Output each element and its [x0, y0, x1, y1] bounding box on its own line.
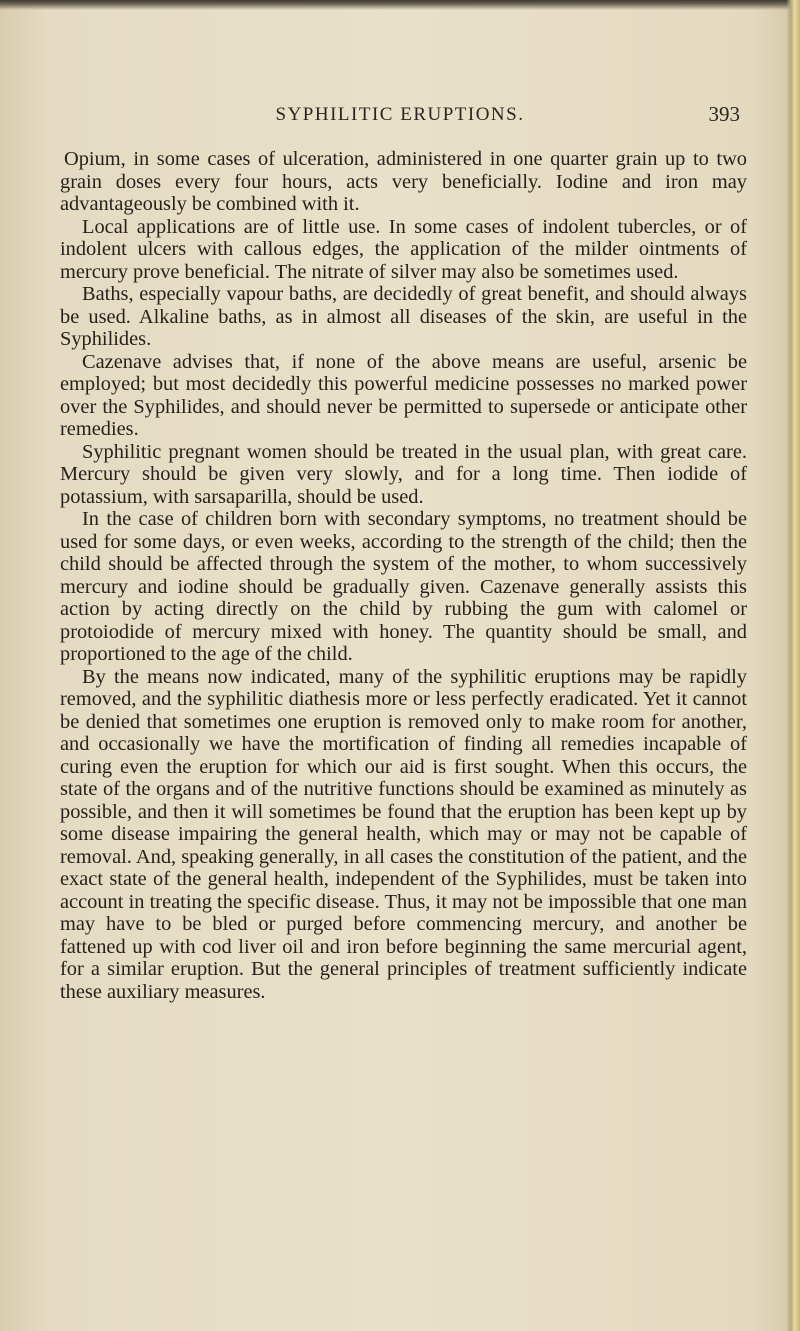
paragraph-means-indicated: By the means now indicated, many of the syphilitic eruptions may be rapidly removed, and the syphilitic diathesis more or less perfectly eradicated. Yet it cannot be denied that sometimes one eruption is removed only to make room for another, and occasionally we have the mortification of finding all remedies incapable of curing even the eruption for which our aid is first sought. When this occurs, the state of the organs and of the nutritive functions should be examined as minutely as possible, and then it will sometimes be found that the eruption has been kept up by some disease impairing the general health, which may or may not be capable of removal. And, speaking generally, in all cases the constitution of the patient, and the exact state of the general health, independent of the Syphilides, must be taken into account in treating the specific disease. Thus, it may not be impossible that one man may have to be bled or purged before commencing mercury, and another be fattened up with cod liver oil and iron before beginning the same mercurial agent, for a similar eruption. But the general principles of treatment sufficiently indicate these auxiliary measures. — [60, 665, 747, 1003]
running-head: SYPHILITIC ERUPTIONS. — [275, 104, 525, 125]
paragraph-children: In the case of children born with secondary symptoms, no treatment should be used for some days, or even weeks, according to the strength of the child; then the child should be affected through the system of the mother, to whom successively mercury and iodine should be gradually given. Cazenave generally assists this action by acting directly on the child by rubbing the gum with calomel or protoiodide of mercury mixed with honey. The quantity should be small, and proportioned to the age of the child. — [60, 508, 747, 665]
paragraph-pregnant-women: Syphilitic pregnant women should be treated in the usual plan, with great care. Mercury should be given very slowly, and for a long time. Then iodide of potassium, with sarsaparilla, should be used. — [60, 440, 747, 508]
page-header — [60, 104, 740, 132]
paragraph-cazenave-arsenic: Cazenave advises that, if none of the above means are useful, arsenic be employed; but most decidedly this powerful medicine possesses no marked power over the Syphilides, and should never be permitted to supersede or anticipate other remedies. — [60, 350, 747, 440]
page-top-shadow — [0, 0, 800, 10]
page-right-edge — [786, 0, 800, 1331]
page-number: 393 — [708, 102, 740, 126]
paragraph-opium: Opium, in some cases of ulceration, administered in one quarter grain up to two grain doses every four hours, acts very beneficially. Iodine and iron may advantageously be combined with it. — [60, 148, 747, 215]
body-text — [60, 148, 747, 1003]
paragraph-baths: Baths, especially vapour baths, are decidedly of great benefit, and should always be used. Alkaline baths, as in almost all diseases of the skin, are useful in the Syphilides. — [60, 283, 747, 350]
paragraph-local-applications: Local applications are of little use. In some cases of indolent tubercles, or of indolent ulcers with callous edges, the application of the milder ointments of mercury prove beneficial. The nitrate of silver may also be sometimes used. — [60, 215, 747, 283]
